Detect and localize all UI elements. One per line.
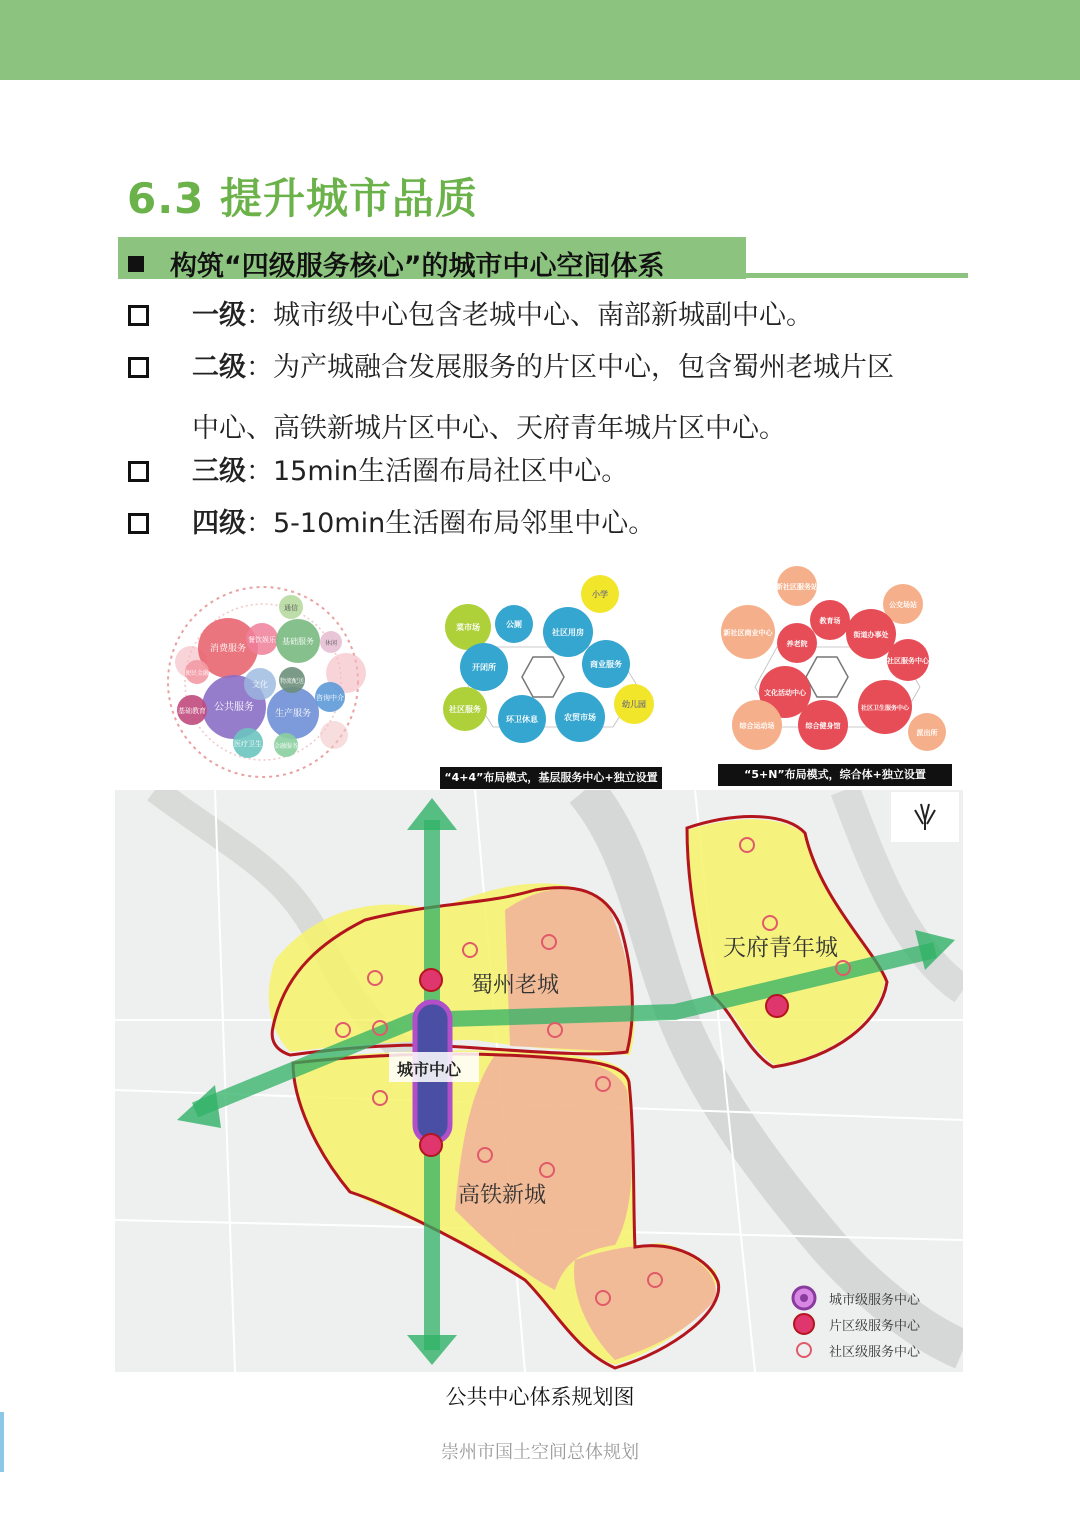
bubble-label: 物流配送 [279, 678, 305, 685]
bubble-label: 公交场站 [889, 601, 917, 609]
5plusN-bubble-diagram [715, 562, 955, 762]
bubble-label: 街道办事处 [853, 631, 889, 639]
bubble-label: 商业服务 [590, 660, 622, 669]
level-text: 城市级中心包含老城中心、南部新城副中心。 [273, 300, 813, 331]
level-label: 四级 [192, 508, 246, 539]
bubble-label: 环卫休息 [506, 715, 538, 724]
right-diagram-caption: “5+N”布局模式，综合体+独立设置 [718, 764, 952, 786]
subheading-text: 构筑“四级服务核心”的城市中心空间体系 [170, 251, 665, 282]
bubble-label: 新社区服务站 [776, 583, 818, 591]
district-label: 高铁新城 [458, 1183, 547, 1208]
bubble-label: 基础服务 [282, 637, 314, 646]
legend-label: 片区级服务中心 [829, 1319, 921, 1334]
checkbox-bullet-icon [128, 357, 149, 378]
service-bubble-diagram [158, 585, 368, 780]
subheading [128, 244, 665, 283]
mid-diagram-caption: “4+4”布局模式，基层服务中心+独立设置 [440, 767, 662, 789]
bubble-label: 便民金融 [184, 670, 210, 677]
bubble-label: 综合健身馆 [805, 722, 841, 730]
district-label: 城市中心 [397, 1060, 462, 1079]
page-footer: 崇州市国土空间总体规划 [441, 1442, 639, 1463]
level-sep: ： [246, 508, 273, 539]
level-label: 二级 [192, 352, 246, 383]
bubble-label: 社区服务 [449, 705, 481, 714]
level-text: 15min生活圈布局社区中心。 [273, 456, 629, 487]
bubble-label: 农贸市场 [564, 713, 596, 722]
bubble-label: 金融服务 [273, 743, 299, 750]
level-sep: ： [246, 456, 273, 487]
bubble-label: 通信 [284, 604, 298, 612]
level-text-continuation: 中心、高铁新城片区中心、天府青年城片区中心。 [192, 413, 786, 444]
bubble-label: 社区服务中心 [887, 657, 929, 665]
legend-label: 社区级服务中心 [829, 1345, 921, 1360]
bubble-label: 生产服务 [274, 709, 312, 719]
bubble-label: 新社区商业中心 [723, 629, 773, 637]
bubble-label: 派出所 [916, 729, 938, 737]
district-label: 天府青年城 [723, 935, 838, 961]
4plus4-bubble-diagram [438, 572, 668, 762]
bubble-label: 休闲 [324, 640, 338, 647]
level-label: 一级 [192, 300, 246, 331]
bubble-label: 开闭所 [472, 663, 496, 672]
checkbox-bullet-icon [128, 305, 149, 326]
bubble-label: 社区卫生服务中心 [860, 705, 910, 712]
bubble-label: 教育场 [819, 617, 841, 625]
level-text: 5-10min生活圈布局邻里中心。 [273, 508, 656, 539]
level-text: 为产城融合发展服务的片区中心，包含蜀州老城片区 [273, 352, 894, 383]
bubble-label: 文化活动中心 [764, 689, 806, 697]
bubble-label: 幼儿园 [622, 700, 646, 709]
checkbox-bullet-icon [128, 461, 149, 482]
section-heading: 6.3 提升城市品质 [127, 174, 479, 223]
level-sep: ： [246, 352, 273, 383]
bubble-label: 文化 [252, 680, 268, 689]
bubble-label: 公厕 [506, 620, 522, 629]
bubble-label: 基础教育 [178, 707, 206, 715]
map-caption: 公共中心体系规划图 [445, 1385, 635, 1409]
bubble-label: 医疗卫生 [234, 740, 262, 748]
bubble-label: 社区用房 [552, 628, 584, 637]
level-label: 三级 [192, 456, 246, 487]
bubble-label: 咨询中介 [316, 694, 344, 702]
legend-label: 城市级服务中心 [829, 1293, 921, 1308]
bubble-label: 公共服务 [214, 702, 254, 713]
bubble-label: 综合运动场 [739, 722, 775, 730]
square-bullet-icon [128, 256, 144, 272]
public-center-map [115, 790, 963, 1372]
district-label: 蜀州老城 [471, 973, 560, 998]
bubble-label: 养老院 [786, 640, 808, 648]
bubble-label: 消费服务 [209, 644, 247, 654]
bubble-label: 餐饮娱乐 [248, 636, 276, 644]
checkbox-bullet-icon [128, 513, 149, 534]
bubble-label: 小学 [592, 590, 608, 599]
level-sep: ： [246, 300, 273, 331]
bubble-label: 菜市场 [456, 623, 480, 632]
top-banner [0, 0, 1080, 80]
